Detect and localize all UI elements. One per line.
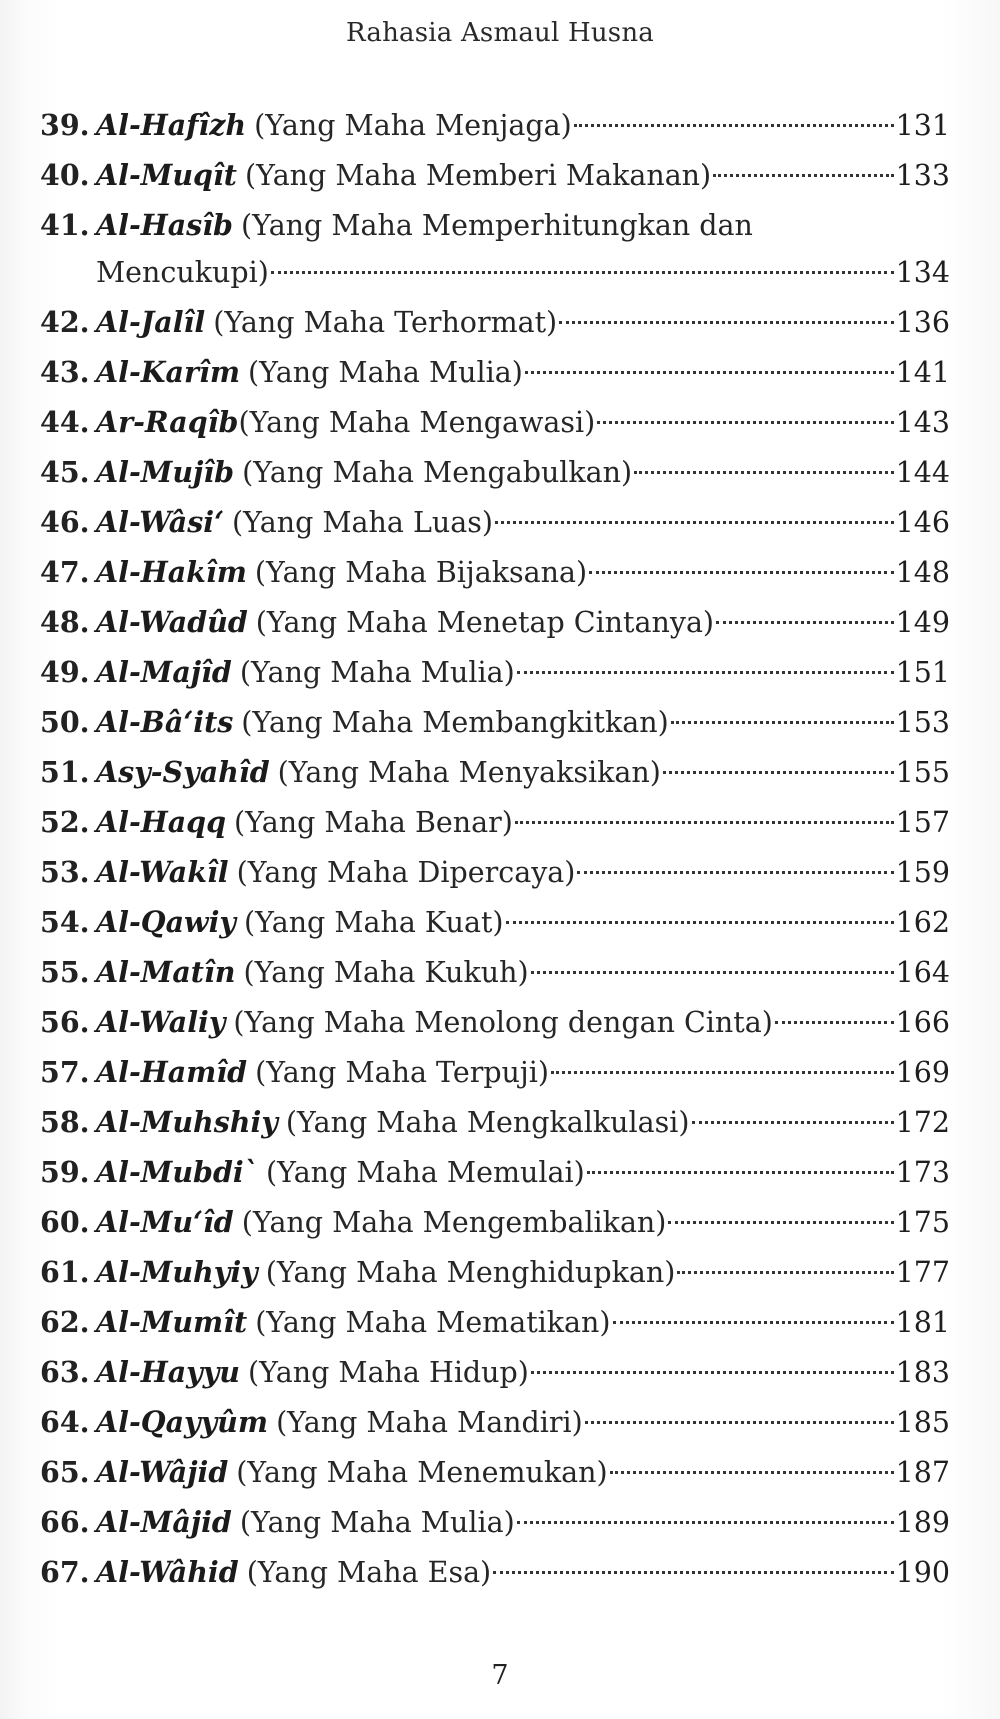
entry-term: Al-Wâhid xyxy=(96,1555,239,1589)
toc-entry xyxy=(40,1347,950,1397)
entry-page: 175 xyxy=(895,1206,950,1239)
entry-number: 49. xyxy=(40,655,90,689)
toc-entry xyxy=(40,1547,950,1597)
dot-leader xyxy=(597,421,893,424)
entry-page: 190 xyxy=(895,1556,950,1589)
entry-term: Al-Karîm xyxy=(96,355,241,389)
dot-leader xyxy=(531,971,894,974)
toc-entry xyxy=(40,1047,950,1097)
entry-meaning: (Yang Maha Mulia) xyxy=(239,1506,515,1539)
entry-text xyxy=(96,997,950,1048)
entry-number: 55. xyxy=(40,955,90,989)
entry-text xyxy=(96,397,950,448)
entry-page: 173 xyxy=(895,1156,950,1189)
toc-entry xyxy=(40,1197,950,1247)
entry-number: 60. xyxy=(40,1205,90,1239)
entry-page: 146 xyxy=(895,506,950,539)
toc-entry xyxy=(40,797,950,847)
entry-page: 189 xyxy=(895,1506,950,1539)
running-head: Rahasia Asmaul Husna xyxy=(346,18,654,48)
dot-leader xyxy=(716,621,894,624)
dot-leader xyxy=(531,1371,894,1374)
entry-page: 141 xyxy=(895,356,950,389)
entry-page: 181 xyxy=(895,1306,950,1339)
entry-page: 172 xyxy=(895,1106,950,1139)
entry-meaning: (Yang Maha Mengembalikan) xyxy=(241,1206,667,1239)
entry-text xyxy=(96,647,950,698)
entry-meaning: (Yang Maha Terpuji) xyxy=(255,1056,549,1089)
dot-leader xyxy=(663,771,894,774)
entry-term: Al-Waliy xyxy=(96,1005,226,1039)
entry-text xyxy=(96,947,950,998)
entry-text xyxy=(96,547,950,598)
entry-number: 51. xyxy=(40,755,90,789)
entry-meaning: (Yang Maha Mulia) xyxy=(248,356,523,389)
entry-number: 64. xyxy=(40,1405,90,1439)
entry-meaning: (Yang Maha Menemukan) xyxy=(236,1456,608,1489)
toc-entry xyxy=(40,897,950,947)
dot-leader xyxy=(493,1571,893,1574)
entry-number: 56. xyxy=(40,1005,90,1039)
entry-term: Al-Mu‘îd xyxy=(96,1205,234,1239)
dot-leader xyxy=(585,1421,894,1424)
dot-leader xyxy=(610,1471,894,1474)
dot-leader xyxy=(551,1071,894,1074)
entry-text xyxy=(96,697,950,748)
entry-number: 48. xyxy=(40,605,90,639)
entry-page: 131 xyxy=(895,109,950,142)
entry-text xyxy=(96,447,950,498)
entry-text xyxy=(96,597,950,648)
page-number: 7 xyxy=(491,1660,509,1691)
entry-text xyxy=(96,897,950,948)
entry-page: 134 xyxy=(895,256,950,289)
entry-term: Al-Hayyu xyxy=(96,1355,241,1389)
entry-number: 58. xyxy=(40,1105,90,1139)
entry-term: Al-Majîd xyxy=(96,655,232,689)
toc-entry xyxy=(40,697,950,747)
entry-term: Al-Mâjid xyxy=(96,1505,232,1539)
toc-entry xyxy=(40,597,950,647)
toc-entry xyxy=(40,1447,950,1497)
dot-leader xyxy=(525,371,894,374)
toc-entry xyxy=(40,847,950,897)
entry-number: 63. xyxy=(40,1355,90,1389)
entry-text xyxy=(96,747,950,798)
dot-leader xyxy=(713,174,893,177)
entry-page: 162 xyxy=(895,906,950,939)
entry-page: 185 xyxy=(895,1406,950,1439)
entry-text xyxy=(96,797,950,848)
entry-term: Al-Wâsi‘ xyxy=(96,505,224,539)
entry-meaning-continued: Mencukupi) xyxy=(96,256,269,289)
entry-term: Al-Jalîl xyxy=(96,305,206,339)
dot-leader xyxy=(577,871,893,874)
entry-text xyxy=(96,1097,950,1148)
entry-text xyxy=(96,1047,950,1098)
entry-meaning: (Yang Maha Menolong dengan Cinta) xyxy=(233,1006,773,1039)
entry-page: 183 xyxy=(895,1356,950,1389)
entry-number: 47. xyxy=(40,555,90,589)
dot-leader xyxy=(271,271,894,274)
entry-text xyxy=(96,1547,950,1598)
dot-leader xyxy=(677,1271,893,1274)
entry-meaning: (Yang Maha Memperhitungkan dan xyxy=(240,209,753,242)
entry-page: 155 xyxy=(895,756,950,789)
toc-entry xyxy=(40,297,950,347)
entry-term: Al-Hasîb xyxy=(96,208,233,242)
entry-number: 45. xyxy=(40,455,90,489)
entry-page: 151 xyxy=(895,656,950,689)
entry-text xyxy=(96,347,950,398)
dot-leader xyxy=(671,721,894,724)
entry-text xyxy=(96,497,950,548)
entry-number: 65. xyxy=(40,1455,90,1489)
dot-leader xyxy=(506,921,894,924)
entry-meaning: (Yang Maha Membangkitkan) xyxy=(241,706,669,739)
entry-term: Al-Mujîb xyxy=(96,455,235,489)
entry-page: 133 xyxy=(895,159,950,192)
entry-meaning: (Yang Maha Benar) xyxy=(234,806,513,839)
entry-term: Al-Wadûd xyxy=(96,605,248,639)
entry-page: 136 xyxy=(895,306,950,339)
entry-page: 153 xyxy=(895,706,950,739)
entry-page: 187 xyxy=(895,1456,950,1489)
entry-number: 44. xyxy=(40,405,90,439)
entry-number: 53. xyxy=(40,855,90,889)
entry-term: Al-Wâjid xyxy=(96,1455,229,1489)
entry-meaning: (Yang Maha Memberi Makanan) xyxy=(244,159,712,192)
entry-term: Al-Qawiy xyxy=(96,905,236,939)
toc-entry xyxy=(40,997,950,1047)
entry-page: 144 xyxy=(895,456,950,489)
entry-term: Al-Mubdi` xyxy=(96,1155,258,1189)
entry-meaning: (Yang Maha Kuat) xyxy=(243,906,504,939)
toc-entry xyxy=(40,647,950,697)
toc-entry xyxy=(40,497,950,547)
toc-entry xyxy=(40,1147,950,1197)
entry-term: Al-Qayyûm xyxy=(96,1405,269,1439)
dot-leader xyxy=(574,124,894,127)
toc-entry xyxy=(40,100,950,150)
dot-leader xyxy=(559,321,893,324)
entry-page: 143 xyxy=(895,406,950,439)
dot-leader xyxy=(613,1321,894,1324)
entry-number: 54. xyxy=(40,905,90,939)
entry-meaning: (Yang Maha Mengawasi) xyxy=(238,406,596,439)
entry-term: Al-Wakîl xyxy=(96,855,229,889)
toc-entry xyxy=(40,547,950,597)
entry-meaning: (Yang Maha Esa) xyxy=(246,1556,492,1589)
entry-meaning: (Yang Maha Dipercaya) xyxy=(236,856,576,889)
entry-meaning: (Yang Maha Kukuh) xyxy=(243,956,529,989)
toc-entry xyxy=(40,1397,950,1447)
entry-meaning: (Yang Maha Mulia) xyxy=(239,656,515,689)
toc-entry xyxy=(40,1097,950,1147)
entry-term: Asy-Syahîd xyxy=(96,755,270,789)
dot-leader xyxy=(589,571,893,574)
entry-meaning: (Yang Maha Hidup) xyxy=(248,1356,529,1389)
entry-number: 40. xyxy=(40,158,90,192)
entry-meaning: (Yang Maha Mandiri) xyxy=(276,1406,583,1439)
dot-leader xyxy=(517,1521,894,1524)
toc-entry xyxy=(40,1297,950,1347)
entry-number: 43. xyxy=(40,355,90,389)
entry-number: 50. xyxy=(40,705,90,739)
entry-text xyxy=(96,1347,950,1398)
entry-text xyxy=(96,1197,950,1248)
toc-entry xyxy=(40,1497,950,1547)
entry-meaning: (Yang Maha Menjaga) xyxy=(254,109,572,142)
entry-number: 39. xyxy=(40,108,90,142)
entry-term: Al-Muqît xyxy=(96,158,237,192)
entry-text xyxy=(96,200,950,298)
dot-leader xyxy=(634,471,893,474)
entry-meaning: (Yang Maha Memulai) xyxy=(265,1156,585,1189)
entry-text xyxy=(96,297,950,348)
dot-leader xyxy=(517,671,894,674)
entry-text xyxy=(96,1397,950,1448)
entry-term: Al-Muhshiy xyxy=(96,1105,278,1139)
entry-term: Al-Hamîd xyxy=(96,1055,248,1089)
entry-number: 62. xyxy=(40,1305,90,1339)
dot-leader xyxy=(495,521,894,524)
toc-entry xyxy=(40,1247,950,1297)
entry-number: 67. xyxy=(40,1555,90,1589)
entry-text xyxy=(96,1447,950,1498)
dot-leader xyxy=(692,1121,894,1124)
toc-entry xyxy=(40,397,950,447)
entry-page: 169 xyxy=(895,1056,950,1089)
entry-term: Al-Hakîm xyxy=(96,555,247,589)
dot-leader xyxy=(668,1221,893,1224)
entry-number: 59. xyxy=(40,1155,90,1189)
entry-number: 66. xyxy=(40,1505,90,1539)
entry-term: Al-Muhyiy xyxy=(96,1255,258,1289)
entry-page: 149 xyxy=(895,606,950,639)
entry-text xyxy=(96,1147,950,1198)
dot-leader xyxy=(587,1171,894,1174)
dot-leader xyxy=(775,1021,894,1024)
entry-term: Al-Matîn xyxy=(96,955,236,989)
entry-page: 177 xyxy=(895,1256,950,1289)
entry-number: 46. xyxy=(40,505,90,539)
entry-meaning: (Yang Maha Mengkalkulasi) xyxy=(285,1106,690,1139)
entry-number: 57. xyxy=(40,1055,90,1089)
table-of-contents xyxy=(40,100,950,1597)
entry-term: Ar-Raqîb xyxy=(96,405,239,439)
toc-entry xyxy=(40,447,950,497)
entry-meaning: (Yang Maha Bijaksana) xyxy=(254,556,588,589)
toc-entry xyxy=(40,150,950,200)
entry-page: 157 xyxy=(895,806,950,839)
entry-meaning: (Yang Maha Menetap Cintanya) xyxy=(255,606,715,639)
entry-meaning: (Yang Maha Menyaksikan) xyxy=(277,756,661,789)
entry-number: 41. xyxy=(40,208,90,242)
entry-text xyxy=(96,847,950,898)
entry-meaning: (Yang Maha Luas) xyxy=(232,506,493,539)
toc-entry xyxy=(40,347,950,397)
entry-text xyxy=(96,100,950,151)
toc-entry xyxy=(40,747,950,797)
entry-page: 148 xyxy=(895,556,950,589)
entry-meaning: (Yang Maha Mematikan) xyxy=(255,1306,611,1339)
entry-meaning: (Yang Maha Terhormat) xyxy=(213,306,558,339)
entry-text xyxy=(96,1247,950,1298)
dot-leader xyxy=(515,821,894,824)
entry-term: Al-Mumît xyxy=(96,1305,248,1339)
entry-text xyxy=(96,1497,950,1548)
entry-page: 164 xyxy=(895,956,950,989)
entry-meaning: (Yang Maha Menghidupkan) xyxy=(265,1256,676,1289)
entry-number: 42. xyxy=(40,305,90,339)
entry-text xyxy=(96,1297,950,1348)
entry-meaning: (Yang Maha Mengabulkan) xyxy=(242,456,633,489)
toc-entry xyxy=(40,200,950,297)
entry-page: 166 xyxy=(895,1006,950,1039)
entry-text xyxy=(96,150,950,201)
entry-page: 159 xyxy=(895,856,950,889)
entry-number: 52. xyxy=(40,805,90,839)
entry-number: 61. xyxy=(40,1255,90,1289)
entry-term: Al-Haqq xyxy=(96,805,227,839)
toc-entry xyxy=(40,947,950,997)
entry-term: Al-Hafîzh xyxy=(96,108,247,142)
entry-term: Al-Bâ‘its xyxy=(96,705,234,739)
